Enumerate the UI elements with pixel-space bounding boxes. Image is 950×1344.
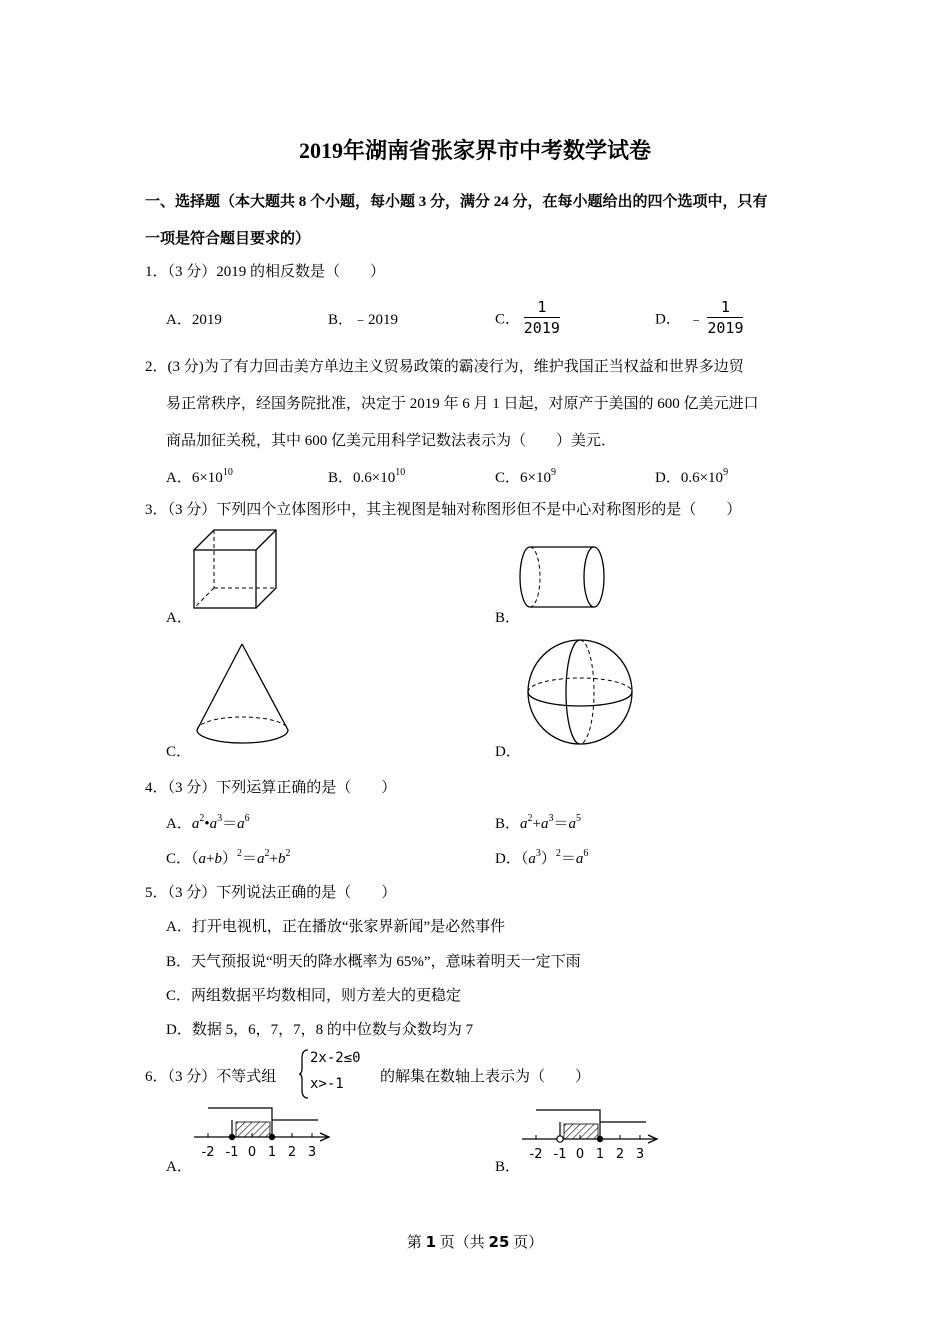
q1-option-b: B．﹣2019	[328, 312, 399, 328]
q4-d-exp2: 2	[555, 848, 561, 859]
q4-b-var1: a	[520, 816, 528, 832]
q4-option-d	[495, 847, 588, 868]
cube-figure	[192, 528, 282, 612]
q4-d-eq: ＝	[560, 851, 576, 867]
q2-option-c	[495, 466, 556, 487]
q4-option-c	[166, 847, 291, 868]
q3-option-d-label: D．	[495, 744, 521, 760]
q4-c-var3: a	[257, 851, 265, 867]
page-footer	[0, 1231, 950, 1252]
q2-option-d	[655, 466, 728, 487]
q4-a-label: A．	[166, 816, 192, 832]
q2-b-base: 0.6×10	[353, 470, 396, 486]
q4-d-rparen: ）	[540, 851, 556, 867]
number-line-b	[520, 1106, 662, 1162]
q4-c-lparen: （	[191, 851, 199, 867]
q4-b-plus: +	[532, 816, 541, 832]
footer-suffix: 页）	[509, 1235, 544, 1251]
q2-stem-line1: 2．(3 分)为了有力回击美方单边主义贸易政策的霸凌行为，维护我国正当权益和世界多边贸	[145, 359, 744, 375]
q4-stem: 4．（3 分）下列运算正确的是（ ）	[145, 780, 397, 796]
number-line-b-left-open-dot	[557, 1136, 563, 1142]
q4-d-label: D．	[495, 851, 521, 867]
number-line-a-right-dot	[269, 1134, 275, 1140]
q1-option-c-fraction	[524, 300, 560, 336]
footer-total-pages: 25	[488, 1233, 510, 1251]
q4-b-var2: a	[540, 816, 549, 832]
q4-c-exp2: 2	[264, 848, 270, 859]
q4-a-var2: a	[209, 816, 218, 832]
q1-option-d-sign: ﹣	[688, 311, 704, 328]
q4-c-var1: a	[198, 851, 207, 867]
q1-option-d-label: D．	[655, 311, 681, 328]
q4-b-exp2: 3	[548, 813, 554, 824]
q3-option-b-label: B．	[495, 610, 521, 626]
q3-stem: 3．（3 分）下列四个立体图形中，其主视图是轴对称图形但不是中心对称图形的是（ ）	[145, 502, 742, 518]
q4-a-eq: ＝	[222, 816, 238, 832]
q4-c-rparen: ）	[222, 851, 238, 867]
q6-option-a-label: A．	[166, 1159, 192, 1175]
q1-option-c	[495, 300, 560, 336]
sphere-figure	[526, 640, 638, 750]
q6-stem-pre: 6．（3 分）不等式组	[145, 1069, 277, 1085]
q4-c-var2: b	[214, 851, 222, 867]
q1-option-c-label: C．	[495, 311, 521, 328]
number-line-b-right-dot	[597, 1136, 603, 1142]
q2-a-label: A．	[166, 470, 192, 486]
number-line-b-tick-label: 1	[595, 1147, 605, 1162]
q4-c-exp3: 2	[285, 848, 291, 859]
number-line-b-tick-label: 2	[615, 1147, 625, 1162]
q4-d-exp3: 6	[583, 848, 589, 859]
q2-d-label: D．	[655, 470, 681, 486]
q4-a-exp2: 3	[217, 813, 223, 824]
q6-system-eq1: 2x-2≤0	[310, 1050, 361, 1066]
number-line-a-tick-label: -1	[225, 1145, 239, 1160]
q4-c-label: C．	[166, 851, 192, 867]
q4-c-eq: ＝	[242, 851, 258, 867]
q4-option-b	[495, 812, 581, 833]
number-line-a	[192, 1104, 334, 1160]
q2-stem-line3: 商品加征关税，其中 600 亿美元用科学记数法表示为（ ）美元．	[166, 433, 617, 449]
q5-option-a: A．打开电视机，正在播放“张家界新闻”是必然事件	[166, 919, 506, 935]
number-line-a-tick-label: 2	[287, 1145, 297, 1160]
q2-d-exponent: 9	[723, 467, 729, 478]
q4-d-var1: a	[528, 851, 536, 867]
number-line-b-tick-label: -1	[553, 1147, 567, 1162]
q5-stem: 5．（3 分）下列说法正确的是（ ）	[145, 885, 397, 901]
q4-b-exp1: 2	[527, 813, 533, 824]
q4-b-eq: ＝	[553, 816, 569, 832]
q2-option-b	[328, 466, 405, 487]
q4-b-exp3: 5	[576, 813, 581, 824]
q2-a-exponent: 10	[222, 467, 233, 478]
footer-prefix: 第	[406, 1235, 426, 1251]
q4-d-lparen: （	[520, 851, 529, 867]
q2-stem-line2: 易正常秩序，经国务院批准，决定于 2019 年 6 月 1 日起，对原产于美国的 600 亿美元进口	[166, 396, 759, 412]
q4-a-var1: a	[191, 816, 200, 832]
q1-d-denominator: 2019	[707, 319, 744, 337]
q5-option-b: B．天气预报说“明天的降水概率为 65%”，意味着明天一定下雨	[166, 954, 581, 970]
q4-a-exp3: 6	[244, 813, 250, 824]
number-line-a-left-dot	[229, 1134, 235, 1140]
q2-c-base: 6×10	[520, 470, 551, 486]
q6-option-b-label: B．	[495, 1159, 521, 1175]
q4-c-plus2: +	[269, 851, 278, 867]
number-line-a-tick-label: -2	[201, 1145, 215, 1160]
number-line-a-tick-label: 1	[267, 1145, 277, 1160]
q1-option-d	[655, 300, 743, 336]
number-line-a-tick-label: 0	[247, 1145, 257, 1160]
number-line-a-tick-label: 3	[307, 1145, 317, 1160]
number-line-b-tick-label: -2	[529, 1147, 543, 1162]
q4-c-plus1: +	[206, 851, 215, 867]
q5-option-c: C．两组数据平均数相同，则方差大的更稳定	[166, 988, 462, 1004]
number-line-b-tick-label: 0	[575, 1147, 585, 1162]
section-header-line1: 一、选择题（本大题共 8 个小题，每小题 3 分，满分 24 分，在每小题给出的四个选项中，只有	[145, 194, 768, 210]
q2-c-exponent: 9	[550, 467, 556, 478]
footer-page-number: 1	[425, 1233, 437, 1251]
q2-c-label: C．	[495, 470, 521, 486]
cylinder-figure	[518, 545, 608, 611]
q4-c-exp1: 2	[237, 848, 243, 859]
page-title: 2019年湖南省张家界市中考数学试卷	[298, 138, 651, 163]
q6-system-eq2: x>-1	[310, 1076, 344, 1092]
q4-b-label: B．	[495, 816, 521, 832]
q4-d-exp1: 3	[535, 848, 541, 859]
cone-figure	[194, 642, 294, 748]
q2-option-a	[166, 466, 233, 487]
q2-b-exponent: 10	[395, 467, 406, 478]
section-header-line2: 一项是符合题目要求的）	[145, 231, 311, 247]
q3-option-a-label: A．	[166, 610, 192, 626]
q2-b-label: B．	[328, 470, 354, 486]
q2-d-base: 0.6×10	[680, 470, 724, 486]
q1-c-denominator: 2019	[523, 319, 560, 337]
q4-a-var3: a	[237, 816, 245, 832]
q4-option-a	[166, 812, 250, 833]
q4-d-var2: a	[575, 851, 584, 867]
q4-a-dot: •	[204, 816, 210, 832]
q1-c-numerator: 1	[524, 300, 560, 318]
q1-d-numerator: 1	[707, 300, 743, 318]
q5-option-d: D．数据 5，6，7，7，8 的中位数与众数均为 7	[166, 1022, 474, 1038]
q6-stem-post: 的解集在数轴上表示为（ ）	[380, 1069, 591, 1085]
q2-a-base: 6×10	[191, 470, 223, 486]
q1-option-a: A．2019	[166, 312, 222, 328]
q4-b-var3: a	[568, 816, 576, 832]
q1-stem: 1．（3 分）2019 的相反数是（ ）	[145, 264, 386, 280]
q4-a-exp1: 2	[199, 813, 205, 824]
q1-option-d-fraction	[707, 300, 743, 336]
footer-middle: 页（共	[436, 1235, 489, 1251]
q3-option-c-label: C．	[166, 744, 192, 760]
q4-c-var4: b	[278, 851, 286, 867]
q6-system-brace	[298, 1048, 310, 1100]
number-line-b-tick-label: 3	[635, 1147, 645, 1162]
